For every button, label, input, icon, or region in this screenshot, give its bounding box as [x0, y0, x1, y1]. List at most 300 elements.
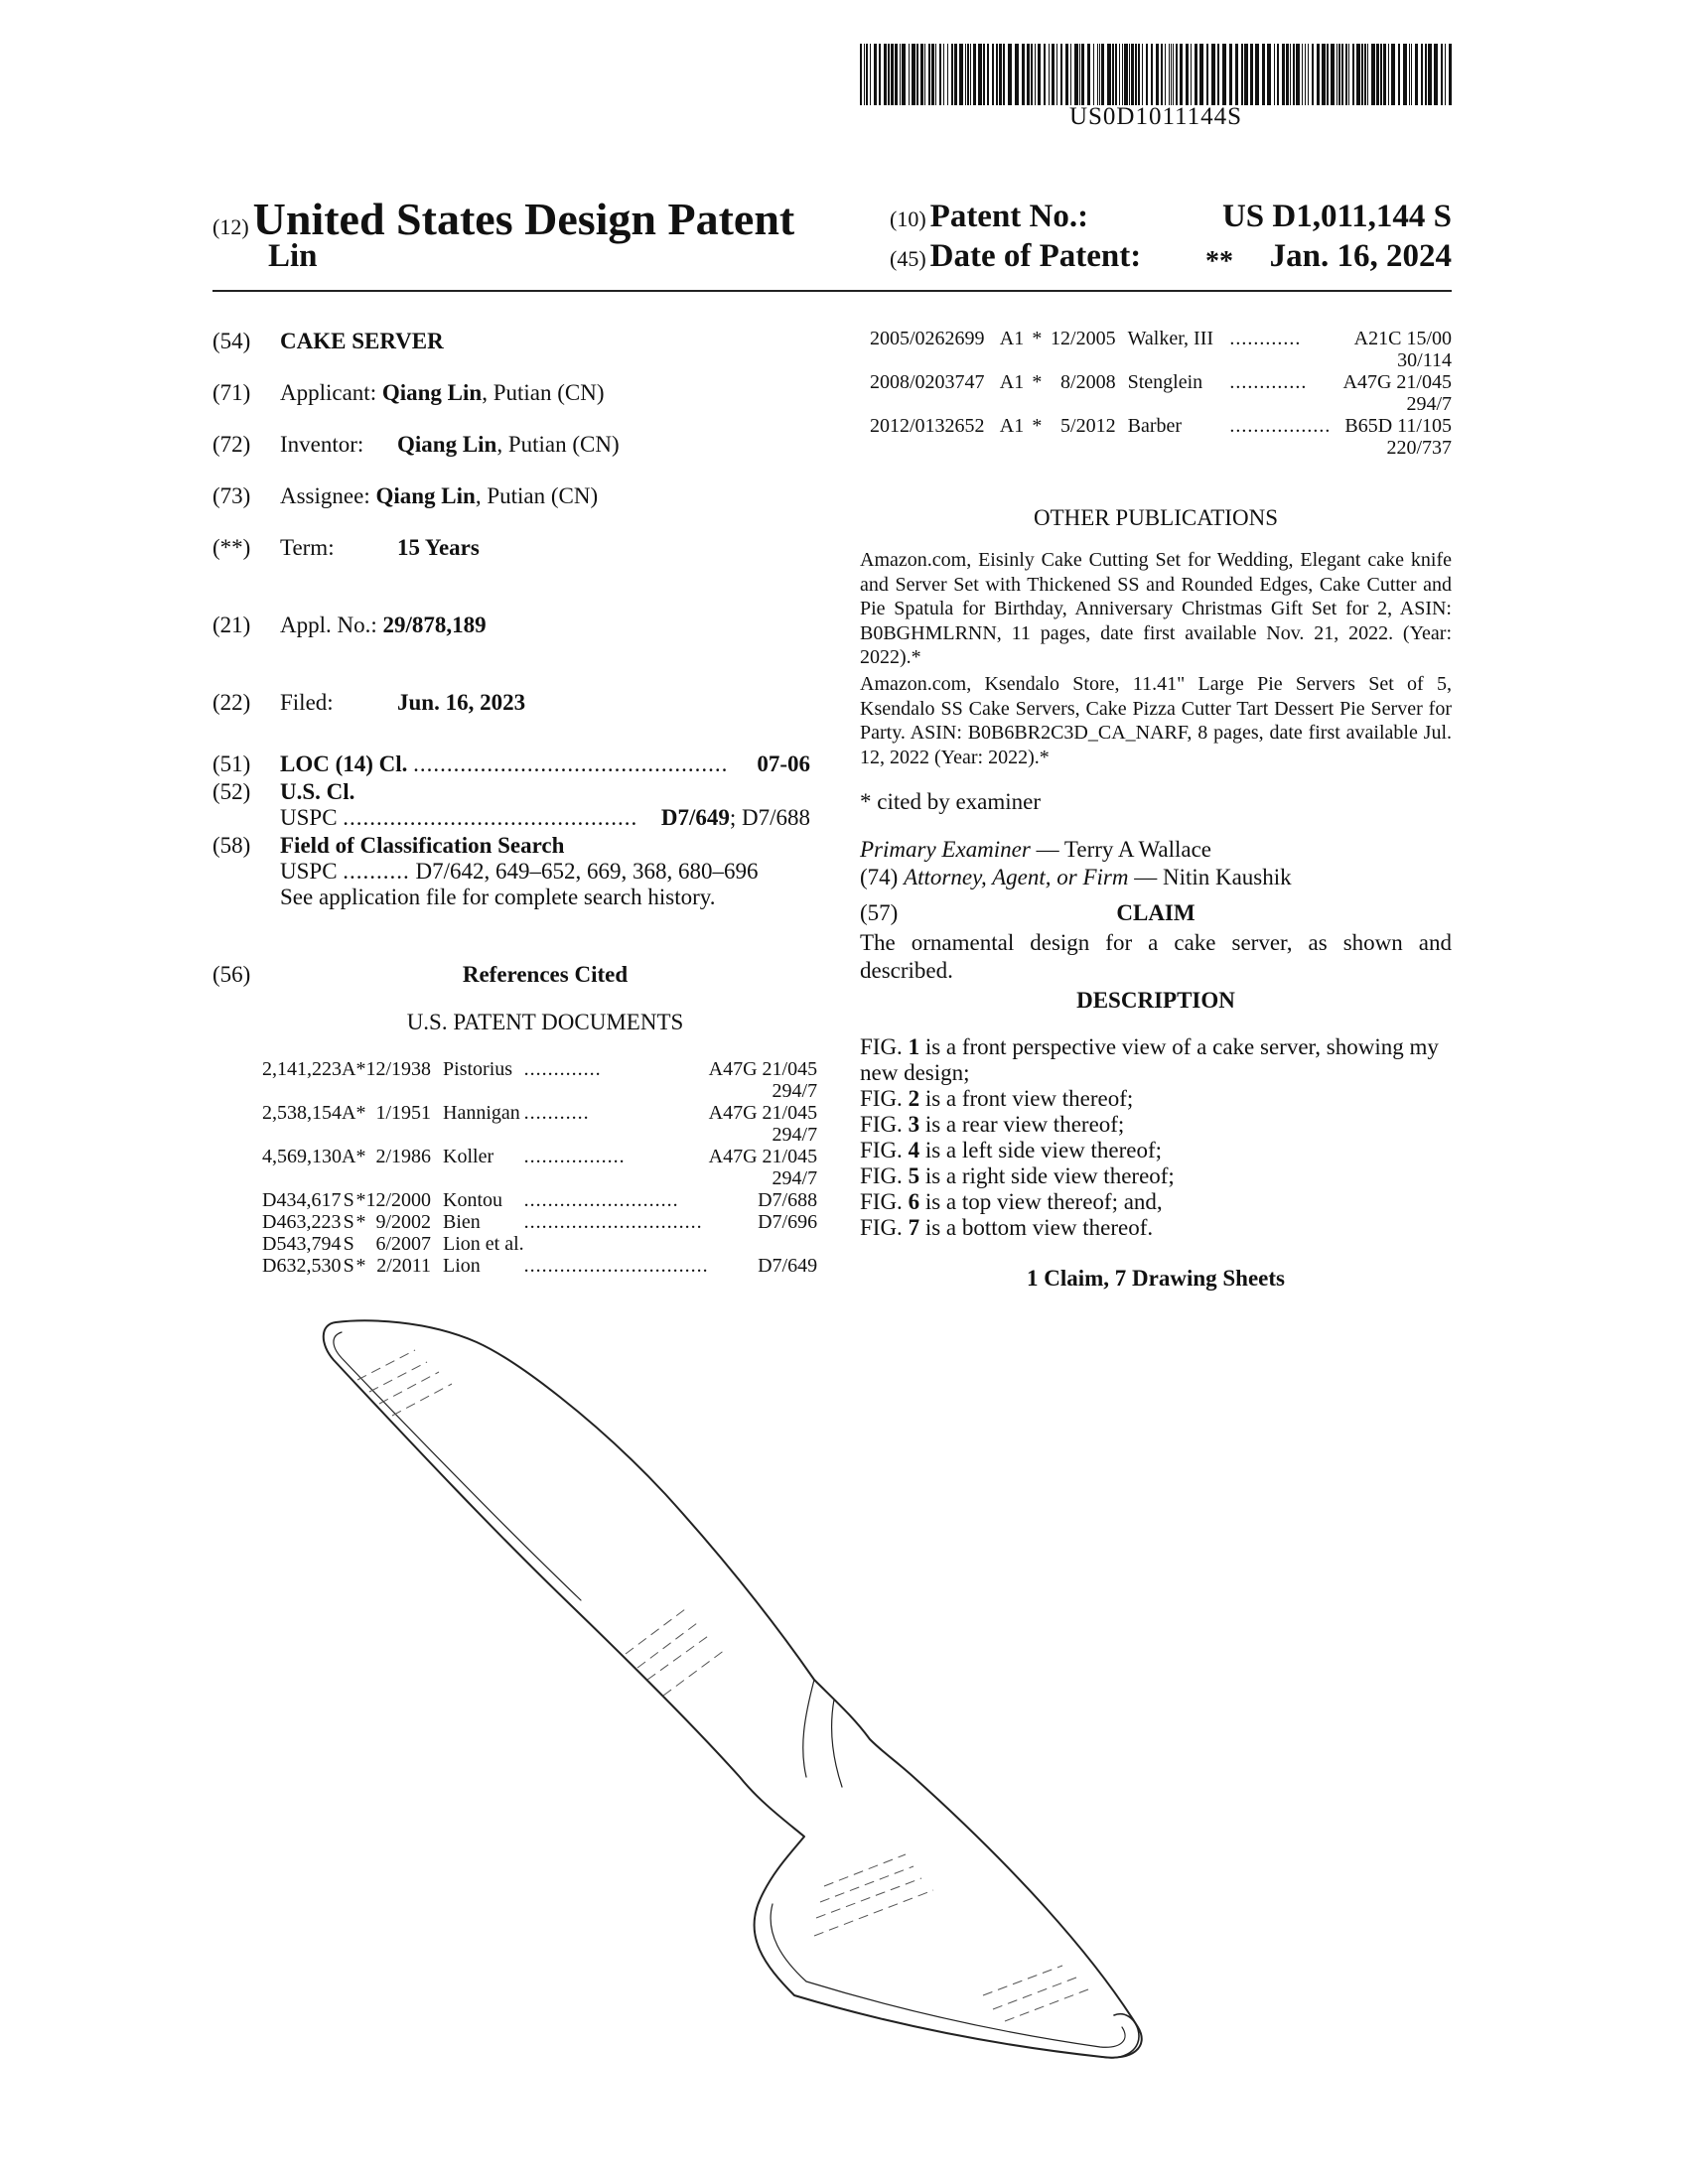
- ref-name: Hannigan: [443, 1102, 520, 1124]
- references-heading: References Cited: [462, 962, 629, 987]
- shade-blade-5: [983, 1966, 1062, 1995]
- barcode-bar: [992, 44, 994, 105]
- barcode-bar: [1338, 44, 1340, 105]
- ref-number: D632,530: [262, 1255, 342, 1277]
- barcode-bar: [1425, 44, 1427, 105]
- applicant-entry: [280, 379, 605, 407]
- barcode-bar: [1356, 44, 1360, 105]
- barcode-bar: [1274, 44, 1275, 105]
- description-line: [860, 1086, 1452, 1112]
- code-term: (**): [212, 535, 251, 560]
- barcode-bar: [1341, 44, 1343, 105]
- server-blade-tip: [1102, 2014, 1139, 2058]
- primary-examiner-name: — Terry A Wallace: [1030, 837, 1212, 862]
- field-note: See application file for complete search history.: [280, 885, 716, 909]
- barcode-bar: [1364, 44, 1366, 105]
- barcode-bar: [1286, 44, 1289, 105]
- ref-name: Koller: [443, 1146, 494, 1167]
- ref-name: Pistorius: [443, 1058, 513, 1080]
- applicant-label: Applicant:: [280, 380, 377, 405]
- shade-blade-2: [820, 1866, 914, 1902]
- barcode-bar: [996, 44, 998, 105]
- barcode-bar: [1087, 44, 1090, 105]
- barcode-bar: [900, 44, 901, 105]
- barcode-bar: [999, 44, 1002, 105]
- description-text: FIG.: [860, 1189, 909, 1214]
- shade-blade-6: [993, 1978, 1076, 2009]
- description-line: [860, 1034, 1452, 1086]
- code-73: (73): [212, 483, 251, 508]
- server-blade-rim: [771, 1904, 1125, 2047]
- description-text: FIG.: [860, 1034, 909, 1059]
- ref-name: Bien: [443, 1211, 481, 1233]
- barcode-bar: [1112, 44, 1114, 105]
- ref-name: Kontou: [443, 1189, 503, 1211]
- barcode-bar: [1267, 44, 1271, 105]
- barcode-bar: [1308, 44, 1309, 105]
- ref-name: Barber: [1127, 415, 1183, 437]
- term-value: 15 Years: [397, 535, 480, 560]
- ref-date: 2/1986: [375, 1146, 432, 1167]
- ref-number: 2,538,154: [262, 1102, 342, 1124]
- inventor-name: Qiang Lin: [397, 432, 497, 457]
- barcode-bar: [1371, 44, 1375, 105]
- figure-number: 4: [908, 1138, 920, 1162]
- ref-class: B65D 11/105: [1344, 415, 1452, 437]
- barcode-bar: [1222, 44, 1226, 105]
- date-code: (45): [890, 246, 926, 271]
- ref-date: 12/1938: [365, 1058, 432, 1080]
- barcode-bar: [1317, 44, 1320, 105]
- uscl-label: U.S. Cl.: [280, 779, 355, 804]
- barcode-bar: [1195, 44, 1197, 105]
- uspc-label: USPC: [280, 805, 338, 830]
- ref-star: *: [1032, 415, 1043, 437]
- barcode-bar: [1008, 44, 1012, 105]
- barcode-bar: [1415, 44, 1418, 105]
- ref-number: D463,223: [262, 1211, 342, 1233]
- barcode-bar: [1070, 44, 1071, 105]
- ref-number: D543,794: [262, 1233, 342, 1255]
- ref-secondary-class: 30/114: [1397, 349, 1452, 371]
- barcode-bar: [1361, 44, 1363, 105]
- header-rule: [212, 290, 1452, 292]
- barcode-bar: [864, 44, 865, 105]
- assignee-label: Assignee:: [280, 483, 370, 508]
- barcode-bar: [1322, 44, 1326, 105]
- ref-kind: S: [343, 1233, 354, 1255]
- ref-date: 1/1951: [375, 1102, 432, 1124]
- barcode-number: US0D1011144S: [1068, 103, 1243, 130]
- description-text: FIG.: [860, 1086, 909, 1111]
- code-71: (71): [212, 380, 251, 405]
- ref-star: *: [355, 1255, 366, 1277]
- appl-label: Appl. No.:: [280, 613, 377, 637]
- barcode-bar: [1312, 44, 1314, 105]
- patent-no-value: US D1,011,144 S: [1221, 199, 1452, 234]
- ref-name: Walker, III: [1127, 328, 1214, 349]
- barcode-bar: [1031, 44, 1033, 105]
- barcode-bar: [951, 44, 953, 105]
- attorney-line: [860, 864, 1292, 891]
- appl-value: 29/878,189: [382, 613, 487, 637]
- barcode-bar: [1015, 44, 1019, 105]
- barcode-bar: [1035, 44, 1036, 105]
- barcode-bar: [1277, 44, 1279, 105]
- other-publications-heading: OTHER PUBLICATIONS: [1034, 505, 1278, 530]
- barcode-bar: [1331, 44, 1335, 105]
- uspc-main: D7/649: [660, 805, 730, 830]
- barcode-bar: [1211, 44, 1215, 105]
- barcode: [860, 44, 1452, 105]
- reference-row: [262, 1255, 817, 1277]
- loc-label: LOC (14) Cl.: [280, 751, 408, 776]
- barcode-bar: [1027, 44, 1030, 105]
- description-list: [860, 1034, 1452, 1241]
- code-51: (51): [212, 751, 251, 776]
- other-publication-2: Amazon.com, Ksendalo Store, 11.41" Large Pie Servers Set of 5, Ksendalo SS Cake Servers, Cake Pizza Cutter Tart Dessert Pie Server for Party. ASIN: B0B6BR2C3D_CA_NARF, 8 pages, date first available Jul. 12, 2022 (Year: 2022).*: [860, 673, 1452, 768]
- code-58: (58): [212, 833, 251, 858]
- barcode-bar: [1165, 44, 1166, 105]
- reference-row: [262, 1102, 817, 1124]
- server-handle-outline: [324, 1320, 1142, 2057]
- barcode-bar: [1191, 44, 1192, 105]
- barcode-bar: [1348, 44, 1349, 105]
- patent-title: United States Design Patent: [252, 194, 795, 244]
- figure-number: 7: [908, 1215, 920, 1240]
- ref-number: 4,569,130: [262, 1146, 342, 1167]
- barcode-bar: [935, 44, 936, 105]
- barcode-bar: [1411, 44, 1412, 105]
- barcode-bar: [1156, 44, 1159, 105]
- ref-name: Lion et al.: [443, 1233, 524, 1255]
- description-text: is a bottom view thereof.: [919, 1215, 1154, 1240]
- barcode-bar: [1171, 44, 1172, 105]
- barcode-bar: [1206, 44, 1208, 105]
- description-text: is a front perspective view of a cake server, showing my new design;: [860, 1034, 1439, 1085]
- barcode-bar: [965, 44, 966, 105]
- ref-date: 12/2005: [1051, 328, 1116, 349]
- ref-date: 6/2007: [375, 1233, 432, 1255]
- ref-date: 12/2000: [365, 1189, 432, 1211]
- barcode-bar: [954, 44, 957, 105]
- ref-dots: .................: [523, 1146, 626, 1167]
- ref-class: A47G 21/045: [1342, 371, 1452, 393]
- reference-row: [262, 1211, 817, 1233]
- code-21: (21): [212, 613, 251, 637]
- shade-handle-3: [379, 1372, 439, 1404]
- field-label: Field of Classification Search: [280, 833, 565, 858]
- code-57: (57): [860, 900, 899, 925]
- barcode-bar: [1391, 44, 1395, 105]
- barcode-bar: [1176, 44, 1178, 105]
- ref-dots: .................: [1229, 415, 1332, 437]
- barcode-bar: [860, 44, 862, 105]
- barcode-bar: [1003, 44, 1005, 105]
- barcode-bar: [874, 44, 877, 105]
- ref-star: *: [355, 1146, 366, 1167]
- figure-number: 1: [908, 1034, 920, 1059]
- title-entry: [212, 328, 250, 355]
- description-heading: DESCRIPTION: [1076, 988, 1235, 1013]
- barcode-bar: [1403, 44, 1407, 105]
- uspc-rest: ; D7/688: [729, 805, 810, 830]
- barcode-bar: [1056, 44, 1057, 105]
- ref-secondary-class: 294/7: [772, 1080, 818, 1102]
- ref-number: 2,141,223: [262, 1058, 342, 1080]
- inventor-surname: Lin: [268, 238, 318, 274]
- field-uspc-label: USPC: [280, 859, 338, 884]
- reference-row: [262, 1058, 817, 1080]
- barcode-bar: [1142, 44, 1143, 105]
- ref-kind: A1: [999, 371, 1025, 393]
- description-text: is a front view thereof;: [919, 1086, 1134, 1111]
- barcode-bar: [1049, 44, 1050, 105]
- shade-handle-6: [637, 1620, 701, 1668]
- barcode-bar: [1186, 44, 1189, 105]
- ref-number: D434,617: [262, 1189, 342, 1211]
- barcode-bar: [1122, 44, 1123, 105]
- ref-secondary-class: 294/7: [772, 1124, 818, 1146]
- ref-kind: S: [343, 1211, 354, 1233]
- barcode-bar: [1229, 44, 1232, 105]
- barcode-bar: [895, 44, 898, 105]
- barcode-bar: [1305, 44, 1306, 105]
- barcode-bar: [1296, 44, 1300, 105]
- figure-number: 3: [908, 1112, 920, 1137]
- loc-entry: [280, 751, 810, 778]
- shade-blade-3: [816, 1878, 921, 1918]
- barcode-bar: [1052, 44, 1055, 105]
- barcode-bar: [978, 44, 982, 105]
- ref-star: *: [1032, 328, 1043, 349]
- barcode-bar: [1244, 44, 1248, 105]
- barcode-bar: [1345, 44, 1347, 105]
- date-line: [890, 238, 1452, 275]
- reference-row-continuation: [870, 393, 1452, 415]
- barcode-bar: [931, 44, 934, 105]
- reference-row: [870, 371, 1452, 393]
- reference-row-continuation: [262, 1080, 817, 1102]
- attorney-label: Attorney, Agent, or Firm: [904, 865, 1129, 889]
- claims-sheets-summary: 1 Claim, 7 Drawing Sheets: [1026, 1266, 1286, 1291]
- description-line: [860, 1189, 1452, 1215]
- shade-handle-8: [663, 1650, 725, 1696]
- code-52: (52): [212, 779, 251, 804]
- applicant-place: , Putian (CN): [482, 380, 605, 405]
- ref-dots: .............: [523, 1058, 602, 1080]
- barcode-bar: [939, 44, 941, 105]
- barcode-bar: [1376, 44, 1379, 105]
- ref-class: A47G 21/045: [708, 1058, 818, 1080]
- server-handle-inner-line: [334, 1332, 581, 1600]
- shade-blade-7: [1005, 1989, 1088, 2021]
- reference-row-continuation: [262, 1167, 817, 1189]
- reference-row: [262, 1233, 817, 1255]
- ref-date: 8/2008: [1060, 371, 1116, 393]
- ref-dots: ..............................: [523, 1211, 703, 1233]
- barcode-bar: [1074, 44, 1078, 105]
- description-line: [860, 1163, 1452, 1189]
- attorney-name: — Nitin Kaushik: [1128, 865, 1292, 889]
- field-value: D7/642, 649–652, 669, 368, 680–696: [415, 859, 759, 884]
- ref-kind: A: [342, 1058, 356, 1080]
- barcode-bar: [1282, 44, 1285, 105]
- figure-number: 2: [908, 1086, 920, 1111]
- barcode-bar: [1173, 44, 1174, 105]
- barcode-bar: [1262, 44, 1265, 105]
- barcode-bar: [1250, 44, 1253, 105]
- ref-dots: ..........................: [523, 1189, 679, 1211]
- reference-row-continuation: [870, 437, 1452, 459]
- shade-handle-4: [392, 1384, 452, 1416]
- description-text: FIG.: [860, 1215, 909, 1240]
- barcode-bar: [1093, 44, 1094, 105]
- claim-heading: CLAIM: [1116, 900, 1196, 925]
- patent-no-code: (10): [890, 206, 926, 231]
- field-uspc-entry: [280, 858, 810, 886]
- barcode-bar: [1060, 44, 1062, 105]
- barcode-bar: [928, 44, 930, 105]
- date-value: Jan. 16, 2024: [1269, 238, 1452, 274]
- loc-value: 07-06: [753, 751, 810, 778]
- date-marks: **: [1205, 246, 1233, 277]
- barcode-bar: [1199, 44, 1203, 105]
- barcode-bar: [1409, 44, 1410, 105]
- description-line: [860, 1215, 1452, 1241]
- ref-kind: A: [342, 1102, 356, 1124]
- barcode-bar: [1161, 44, 1163, 105]
- barcode-bar: [924, 44, 925, 105]
- barcode-bar: [1079, 44, 1080, 105]
- reference-row: [870, 328, 1452, 349]
- code-56: (56): [212, 962, 251, 987]
- barcode-bar: [920, 44, 923, 105]
- uspc-dots: ............................................: [343, 805, 638, 830]
- ref-date: 5/2012: [1060, 415, 1116, 437]
- reference-row-continuation: [870, 349, 1452, 371]
- ref-class: D7/696: [758, 1211, 818, 1233]
- ref-dots: ...........: [523, 1102, 590, 1124]
- reference-row: [870, 415, 1452, 437]
- barcode-bar: [959, 44, 963, 105]
- barcode-bar: [1352, 44, 1354, 105]
- barcode-bar: [1169, 44, 1170, 105]
- barcode-bar: [916, 44, 918, 105]
- inventor-label: Inventor:: [280, 432, 364, 457]
- description-text: is a top view thereof; and,: [919, 1189, 1163, 1214]
- ref-class: A47G 21/045: [708, 1146, 818, 1167]
- barcode-bar: [879, 44, 881, 105]
- ref-dots: ............: [1229, 328, 1302, 349]
- barcode-bar: [1038, 44, 1041, 105]
- cake-server-drawing: [298, 1310, 1370, 2075]
- ref-star: *: [355, 1211, 366, 1233]
- ref-class: A21C 15/00: [1353, 328, 1452, 349]
- barcode-bar: [1107, 44, 1111, 105]
- appl-entry: [280, 612, 487, 639]
- patent-number-line: [890, 199, 1452, 235]
- ref-class: D7/688: [758, 1189, 818, 1211]
- barcode-bar: [1101, 44, 1104, 105]
- barcode-bar: [1293, 44, 1295, 105]
- code-22: (22): [212, 690, 251, 715]
- reference-row-continuation: [262, 1124, 817, 1146]
- server-neck-line-2: [832, 1700, 842, 1787]
- kind-code: (12): [212, 214, 249, 239]
- ref-number: 2008/0203747: [870, 371, 985, 393]
- ref-dots: ...............................: [523, 1255, 709, 1277]
- filed-label: Filed:: [280, 690, 334, 715]
- barcode-bar: [1367, 44, 1368, 105]
- other-publication-1: Amazon.com, Eisinly Cake Cutting Set for Wedding, Elegant cake knife and Server Set with Thickened SS and Rounded Edges, Cake Cutter and Pie Spatula for Birthday, Anniversary Christmas Gift Set for 2, ASIN: B0BGHMLRNN, 11 pages, date first available Nov. 21, 2022. (Year: 2022).*: [860, 549, 1452, 668]
- barcode-bar: [884, 44, 887, 105]
- barcode-bar: [1081, 44, 1084, 105]
- code-54: (54): [212, 329, 251, 353]
- barcode-bar: [1441, 44, 1443, 105]
- field-dots: ..........: [343, 859, 410, 884]
- barcode-bar: [1151, 44, 1153, 105]
- description-text: is a right side view thereof;: [919, 1163, 1175, 1188]
- description-text: is a rear view thereof;: [919, 1112, 1125, 1137]
- figure-number: 6: [908, 1189, 920, 1214]
- term-label: Term:: [280, 535, 335, 560]
- server-neck-line: [803, 1680, 814, 1777]
- ref-secondary-class: 294/7: [1406, 393, 1452, 415]
- barcode-bar: [1131, 44, 1134, 105]
- barcode-bar: [1241, 44, 1243, 105]
- barcode-bar: [1217, 44, 1219, 105]
- barcode-bar: [1449, 44, 1452, 105]
- us-patent-documents: [262, 1058, 817, 1277]
- ref-star: *: [355, 1058, 366, 1080]
- loc-dots: ...............................................: [413, 751, 729, 776]
- barcode-bar: [1235, 44, 1238, 105]
- barcode-bar: [902, 44, 906, 105]
- barcode-bar: [1336, 44, 1337, 105]
- barcode-bar: [943, 44, 944, 105]
- description-text: is a left side view thereof;: [919, 1138, 1163, 1162]
- ref-kind: S: [343, 1189, 354, 1211]
- ref-name: Lion: [443, 1255, 481, 1277]
- barcode-bar: [891, 44, 894, 105]
- barcode-bar: [987, 44, 989, 105]
- barcode-bar: [970, 44, 971, 105]
- ref-class: A47G 21/045: [708, 1102, 818, 1124]
- invention-title: CAKE SERVER: [280, 329, 444, 353]
- code-74: (74): [860, 865, 899, 889]
- uspc-values: [657, 804, 810, 832]
- barcode-bar: [1302, 44, 1303, 105]
- barcode-bar: [1398, 44, 1400, 105]
- primary-examiner-label: Primary Examiner: [860, 837, 1031, 862]
- shade-handle-2: [369, 1362, 427, 1392]
- ref-kind: A: [342, 1146, 356, 1167]
- barcode-bar: [1022, 44, 1025, 105]
- filed-value: Jun. 16, 2023: [397, 690, 526, 715]
- shade-handle-7: [647, 1634, 711, 1680]
- patent-no-label: Patent No.:: [929, 199, 1089, 234]
- barcode-bar: [1383, 44, 1386, 105]
- ref-number: 2012/0132652: [870, 415, 985, 437]
- date-label: Date of Patent:: [929, 238, 1142, 274]
- ref-date: 9/2002: [375, 1211, 432, 1233]
- barcode-bar: [1065, 44, 1068, 105]
- barcode-bar: [1388, 44, 1389, 105]
- reference-row: [262, 1189, 817, 1211]
- ref-dots: .............: [1229, 371, 1308, 393]
- ref-secondary-class: 220/737: [1386, 437, 1452, 459]
